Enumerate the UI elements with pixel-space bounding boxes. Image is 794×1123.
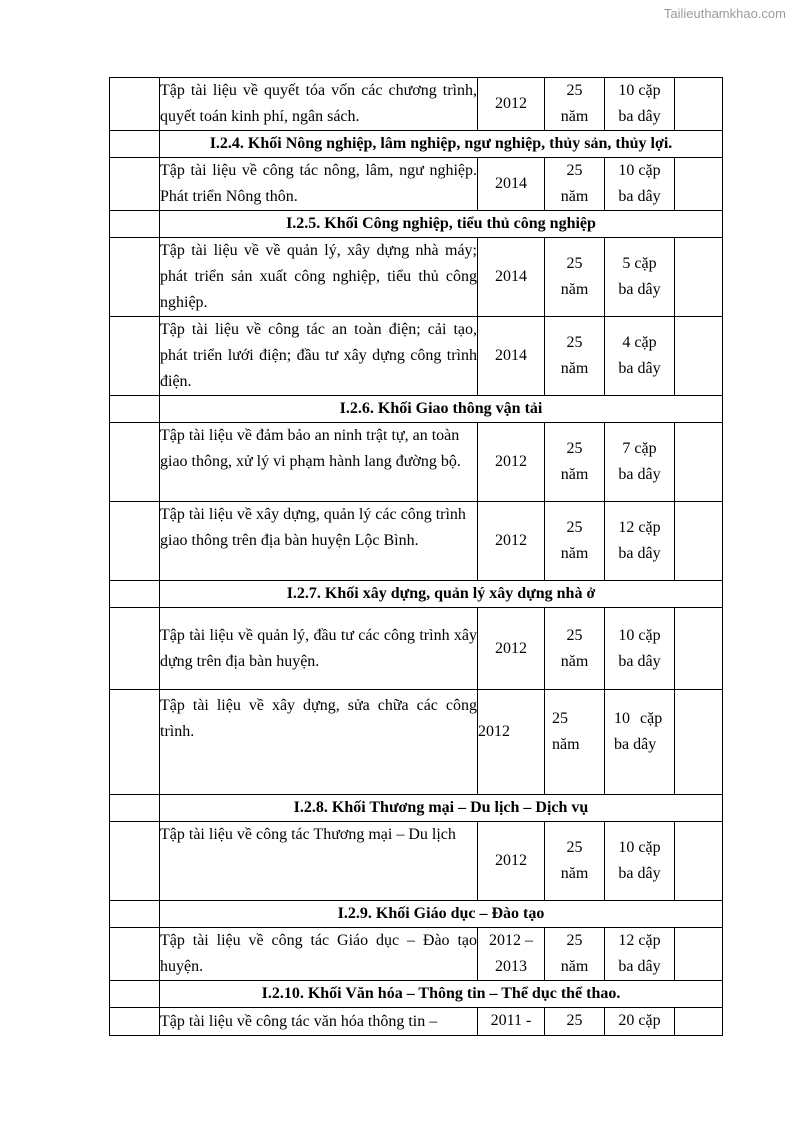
index-cell <box>110 502 160 581</box>
table-row <box>110 502 723 581</box>
table-row <box>110 158 723 211</box>
section-heading: I.2.10. Khối Văn hóa – Thông tin – Thể dục thể thao. <box>160 981 723 1008</box>
section-heading: I.2.7. Khối xây dựng, quản lý xây dựng nhà ở <box>160 581 723 608</box>
description-cell: Tập tài liệu về xây dựng, sửa chữa các công trình. <box>160 690 478 795</box>
table-row <box>110 317 723 396</box>
description-cell: Tập tài liệu về về quản lý, xây dựng nhà máy; phát triển sản xuất công nghiệp, tiểu thủ công nghiệp. <box>160 238 478 317</box>
description-cell: Tập tài liệu về công tác văn hóa thông tin – <box>160 1008 478 1036</box>
retention-cell: 25 năm <box>545 317 605 396</box>
index-cell <box>110 211 160 238</box>
table-row <box>110 78 723 131</box>
index-cell <box>110 901 160 928</box>
note-cell <box>675 317 723 396</box>
quantity-cell: 4 cặp ba dây <box>605 317 675 396</box>
table-row <box>110 690 723 795</box>
quantity-cell: 12 cặp ba dây <box>605 928 675 981</box>
index-cell <box>110 238 160 317</box>
quantity-cell: 10 cặp ba dây <box>605 158 675 211</box>
index-cell <box>110 581 160 608</box>
table-row <box>110 822 723 901</box>
note-cell <box>675 822 723 901</box>
quantity-cell: 20 cặp <box>605 1008 675 1036</box>
quantity-cell: 5 cặp ba dây <box>605 238 675 317</box>
retention-cell: 25 năm <box>545 238 605 317</box>
description-cell: Tập tài liệu về công tác nông, lâm, ngư nghiệp. Phát triển Nông thôn. <box>160 158 478 211</box>
year-cell: 2012 <box>478 502 545 581</box>
description-cell: Tập tài liệu về quyết tóa vốn các chương trình, quyết toán kinh phí, ngân sách. <box>160 78 478 131</box>
retention-cell: 25 năm <box>545 608 605 690</box>
table-row <box>110 608 723 690</box>
note-cell <box>675 423 723 502</box>
section-heading: I.2.9. Khối Giáo dục – Đào tạo <box>160 901 723 928</box>
index-cell <box>110 423 160 502</box>
year-cell: 2014 <box>478 238 545 317</box>
index-cell <box>110 78 160 131</box>
description-cell: Tập tài liệu về quản lý, đầu tư các công trình xây dựng trên địa bàn huyện. <box>160 608 478 690</box>
index-cell <box>110 131 160 158</box>
year-cell: 2014 <box>478 158 545 211</box>
index-cell <box>110 317 160 396</box>
index-cell <box>110 158 160 211</box>
section-row <box>110 581 723 608</box>
note-cell <box>675 1008 723 1036</box>
table-row <box>110 928 723 981</box>
note-cell <box>675 690 723 795</box>
note-cell <box>675 928 723 981</box>
watermark: Tailieuthamkhao.com <box>663 6 786 21</box>
table-row <box>110 423 723 502</box>
description-cell: Tập tài liệu về đảm bảo an ninh trật tự, an toàn giao thông, xử lý vi phạm hành lang đường bộ. <box>160 423 478 502</box>
description-cell: Tập tài liệu về xây dựng, quản lý các công trình giao thông trên địa bàn huyện Lộc Bình. <box>160 502 478 581</box>
retention-cell: 25 năm <box>545 158 605 211</box>
description-cell: Tập tài liệu về công tác Giáo dục – Đào tạo huyện. <box>160 928 478 981</box>
index-cell <box>110 822 160 901</box>
retention-cell: 25 năm <box>545 423 605 502</box>
year-cell: 2012 <box>478 690 545 795</box>
retention-cell: 25 <box>545 1008 605 1036</box>
section-row <box>110 396 723 423</box>
section-row <box>110 131 723 158</box>
retention-cell: 25 năm <box>545 502 605 581</box>
note-cell <box>675 78 723 131</box>
quantity-cell: 10 cặp ba dây <box>605 822 675 901</box>
year-cell: 2012 <box>478 423 545 502</box>
index-cell <box>110 608 160 690</box>
index-cell <box>110 928 160 981</box>
section-row <box>110 211 723 238</box>
note-cell <box>675 502 723 581</box>
quantity-cell: 12 cặp ba dây <box>605 502 675 581</box>
section-heading: I.2.8. Khối Thương mại – Du lịch – Dịch vụ <box>160 795 723 822</box>
year-cell: 2012 <box>478 822 545 901</box>
section-heading: I.2.6. Khối Giao thông vận tải <box>160 396 723 423</box>
retention-cell: 25 năm <box>545 928 605 981</box>
retention-cell: 25 năm <box>545 822 605 901</box>
year-cell: 2012 <box>478 608 545 690</box>
retention-cell: 25 năm <box>545 690 605 795</box>
section-row <box>110 901 723 928</box>
section-row <box>110 795 723 822</box>
year-cell: 2012 – 2013 <box>478 928 545 981</box>
note-cell <box>675 158 723 211</box>
year-cell: 2012 <box>478 78 545 131</box>
table-row <box>110 1008 723 1036</box>
description-cell: Tập tài liệu về công tác an toàn điện; cải tạo, phát triển lưới điện; đầu tư xây dựng công trình điện. <box>160 317 478 396</box>
note-cell <box>675 238 723 317</box>
section-heading: I.2.5. Khối Công nghiệp, tiểu thủ công nghiệp <box>160 211 723 238</box>
year-cell: 2014 <box>478 317 545 396</box>
section-row <box>110 981 723 1008</box>
index-cell <box>110 1008 160 1036</box>
index-cell <box>110 795 160 822</box>
index-cell <box>110 690 160 795</box>
section-heading: I.2.4. Khối Nông nghiệp, lâm nghiệp, ngư nghiệp, thủy sản, thủy lợi. <box>160 131 723 158</box>
records-table <box>109 77 723 1036</box>
table-row <box>110 238 723 317</box>
note-cell <box>675 608 723 690</box>
quantity-cell: 10 cặp ba dây <box>605 690 675 795</box>
year-cell: 2011 - <box>478 1008 545 1036</box>
index-cell <box>110 981 160 1008</box>
retention-cell: 25 năm <box>545 78 605 131</box>
quantity-cell: 10 cặp ba dây <box>605 78 675 131</box>
index-cell <box>110 396 160 423</box>
quantity-cell: 10 cặp ba dây <box>605 608 675 690</box>
description-cell: Tập tài liệu về công tác Thương mại – Du lịch <box>160 822 478 901</box>
quantity-cell: 7 cặp ba dây <box>605 423 675 502</box>
